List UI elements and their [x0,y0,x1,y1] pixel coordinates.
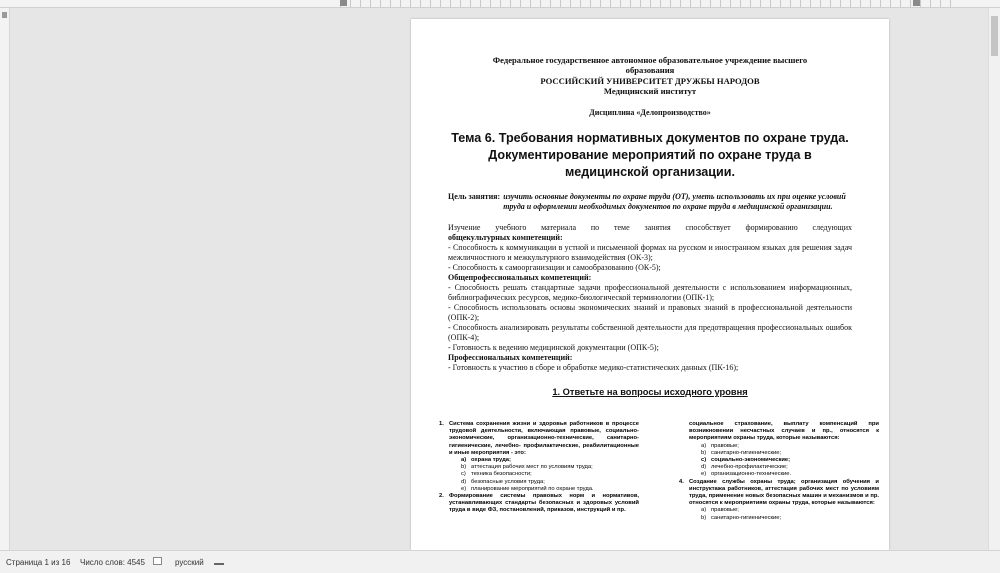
vertical-scrollbar[interactable] [988,8,1000,550]
question-1 [439,421,639,457]
option-text: социально-экономические; [711,457,791,464]
document-page[interactable] [411,19,889,550]
option-text: правовые; [711,507,739,514]
answer-option [461,471,639,478]
word-count[interactable]: Число слов: 4545 [80,558,145,567]
option-letter: c) [701,457,707,464]
option-letter: d) [461,478,467,485]
answer-option [461,486,639,493]
option-text: санитарно-гигиенические; [711,514,782,521]
scrollbar-thumb[interactable] [991,16,998,56]
option-text: техника безопасности; [471,471,532,478]
vertical-ruler-marker [2,12,7,18]
competency-item: - Способность к самоорганизации и самообразованию (ОК-5); [448,263,661,273]
vertical-ruler[interactable] [0,8,10,550]
option-letter: e) [701,471,707,478]
goal-text: изучить основные документы по охране труда (ОТ), уметь использовать их при оценке условий труда и оформлении необходимых документов по охране труда в медицинской организации. [503,192,846,212]
option-letter: b) [701,514,707,521]
option-letter: a) [701,507,707,514]
question-4-options [679,507,879,521]
discipline-title: Дисциплина «Делопроизводство» [589,108,711,118]
left-column [439,421,639,522]
answer-option [461,479,639,486]
proofing-icon[interactable] [153,557,162,565]
question-3-options [679,443,879,479]
option-text: санитарно-гигиенические; [711,449,782,456]
right-indent-marker[interactable] [913,0,920,6]
competency-item: - Готовность к ведению медицинской документации (ОПК-5); [448,343,659,353]
question-2 [439,493,639,515]
header-line: Федеральное государственное автономное образовательное учреждение высшего [492,55,808,65]
horizontal-ruler[interactable] [0,0,1000,8]
question-text: Создание службы охраны труда; организация обучения и инструктажа работников, аттестация рабочих мест по условиям труда, применение новых безопасных машин и механизмов и пр. относятся к мероприятиям охраны труда, которые называются: [689,478,879,507]
option-letter: a) [701,442,707,449]
question-number: 4. [679,478,684,485]
answer-option [461,464,639,471]
competency-item: - Способность анализировать результаты собственной деятельности для предотвращения профессиональных ошибок (ОПК-4); [448,323,852,343]
answer-option [701,450,879,457]
option-text: правовые; [711,442,739,449]
page-content [448,55,852,397]
option-letter: e) [461,485,467,492]
macro-icon[interactable] [214,557,224,565]
answer-option [701,507,879,514]
right-column [679,421,879,522]
answer-option [701,471,879,478]
question-4 [679,479,879,508]
language-indicator[interactable]: русский [175,558,204,567]
professional-heading: Профессиональных компетенций: [448,353,573,363]
option-letter: c) [461,471,466,478]
option-letter: a) [461,457,467,464]
institution-header [448,55,852,96]
question-1-options [439,457,639,493]
page-count[interactable]: Страница 1 из 16 [6,558,71,567]
competencies-intro: Изучение учебного материала по теме занятия способствует формированию следующих [448,223,852,233]
left-indent-marker[interactable] [340,0,347,6]
questions-columns [439,421,879,522]
answer-option [701,515,879,522]
option-text: безопасные условия труда; [471,478,545,485]
header-line: образования [625,65,675,76]
status-bar [0,550,1000,573]
option-text: охрана труда; [471,457,511,464]
answer-option [701,464,879,471]
answer-option [701,457,879,464]
competency-item: - Способность к коммуникации в устной и письменной формах на русском и иностранном языках для решения задач межличностного и межкультурного взаимодействия (ОК-3); [448,243,852,263]
question-number: 1. [439,421,444,427]
option-letter: b) [461,464,467,471]
option-letter: b) [701,449,707,456]
general-heading: общекультурных компетенций: [448,233,563,243]
ruler-ticks [340,0,960,7]
option-text: лечебно-профилактические; [711,464,788,471]
competencies-block [448,223,852,373]
competency-item: - Готовность к участию в сборе и обработке медико-статистических данных (ПК-16); [448,363,739,373]
professional-general-heading: Общепрофессиональных компетенций: [448,273,592,283]
topic-title: Тема 6. Требования нормативных документов по охране труда. Документирование мероприятий по охране труда в медицинской организации. [451,131,849,180]
question-text: Формирование системы правовых норм и нормативов, устанавливающих стандарты безопасных и здоровых условий труда в виде ФЗ, постановлений, приказов, инструкций и пр. [449,493,639,514]
answer-option [461,457,639,464]
question-number: 2. [439,493,444,500]
goal-label: Цель занятия: [448,192,501,202]
question-text: Система сохранения жизни и здоровья работников в процессе трудовой деятельности, включающая правовые, социально- экономические, организационно-технические, санитарно-гигиенические, лечебно- профилактические, реабилитационные и иные мероприятия - это: [449,421,639,456]
section-title: 1. Ответьте на вопросы исходного уровня [552,387,748,398]
header-line: РОССИЙСКИЙ УНИВЕРСИТЕТ ДРУЖБЫ НАРОДОВ [540,75,760,86]
option-text: планирование мероприятий по охране труда. [471,485,594,492]
option-letter: d) [701,464,707,471]
header-line: Медицинский институт [603,85,697,96]
option-text: аттестация рабочих мест по условиям труда; [471,464,593,471]
option-text: организационно-технические. [711,471,792,478]
competency-item: - Способность решать стандартные задачи профессиональной деятельности с использованием информационных, библиографических ресурсов, медико-биологической терминологии (ОПК-1); [448,283,852,303]
competency-item: - Способность использовать основы экономических знаний и правовых знаний в профессиональной деятельности (ОПК-2); [448,303,852,323]
question-continuation: социальное страхование, выплату компенсаций при возникновении несчастных случаев и пр., относятся к мероприятиям охраны труда, которые называются: [689,421,879,442]
answer-option [701,443,879,450]
lesson-goal [448,192,852,212]
